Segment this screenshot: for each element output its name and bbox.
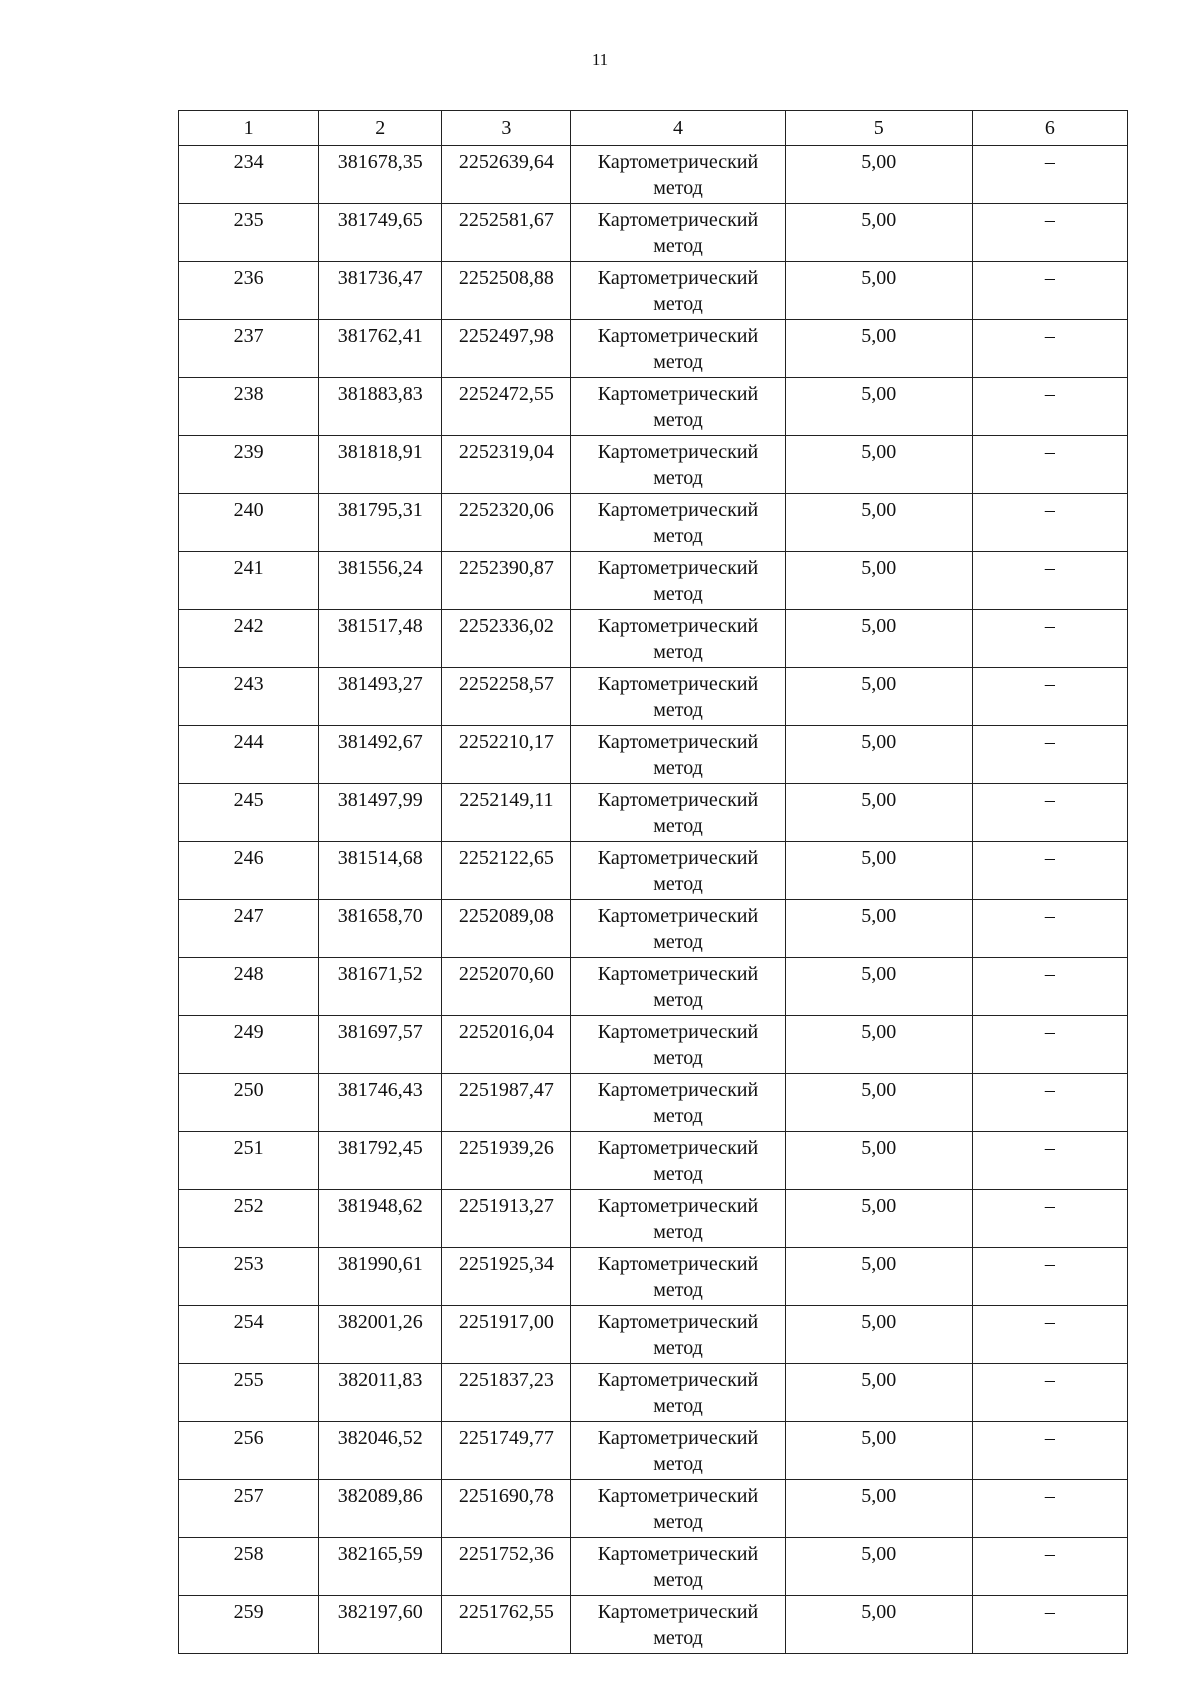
point-number-cell: 257 (179, 1480, 319, 1538)
table-row (179, 204, 1128, 262)
point-number-cell: 247 (179, 900, 319, 958)
accuracy-cell: 5,00 (785, 1306, 972, 1364)
table-row (179, 842, 1128, 900)
accuracy-cell: 5,00 (785, 552, 972, 610)
x-coordinate-cell: 381658,70 (319, 900, 442, 958)
x-coordinate-cell: 381792,45 (319, 1132, 442, 1190)
x-coordinate-cell: 382165,59 (319, 1538, 442, 1596)
method-line-1: Картометрический (597, 615, 759, 637)
method-cell (571, 204, 785, 262)
accuracy-cell: 5,00 (785, 842, 972, 900)
method-line-2: метод (653, 757, 703, 779)
y-coordinate-cell: 2252390,87 (442, 552, 571, 610)
accuracy-cell: 5,00 (785, 784, 972, 842)
y-coordinate-cell: 2252581,67 (442, 204, 571, 262)
method-cell (571, 320, 785, 378)
x-coordinate-cell: 382011,83 (319, 1364, 442, 1422)
method-line-1: Картометрический (597, 731, 759, 753)
table-row (179, 784, 1128, 842)
note-cell: – (972, 1190, 1127, 1248)
accuracy-cell: 5,00 (785, 958, 972, 1016)
method-line-2: метод (653, 467, 703, 489)
accuracy-cell: 5,00 (785, 1596, 972, 1654)
method-line-1: Картометрический (597, 151, 759, 173)
x-coordinate-cell: 381818,91 (319, 436, 442, 494)
method-line-2: метод (653, 1395, 703, 1417)
note-cell: – (972, 1596, 1127, 1654)
note-cell: – (972, 900, 1127, 958)
method-line-2: метод (653, 931, 703, 953)
y-coordinate-cell: 2252258,57 (442, 668, 571, 726)
method-line-2: метод (653, 1337, 703, 1359)
note-cell: – (972, 146, 1127, 204)
y-coordinate-cell: 2251987,47 (442, 1074, 571, 1132)
method-line-1: Картометрический (597, 1601, 759, 1623)
column-header-2: 2 (319, 111, 442, 146)
method-line-1: Картометрический (597, 1369, 759, 1391)
method-cell (571, 610, 785, 668)
column-header-6: 6 (972, 111, 1127, 146)
method-line-2: метод (653, 1511, 703, 1533)
method-cell (571, 784, 785, 842)
method-line-2: метод (653, 641, 703, 663)
note-cell: – (972, 262, 1127, 320)
y-coordinate-cell: 2252122,65 (442, 842, 571, 900)
point-number-cell: 246 (179, 842, 319, 900)
table-header-row (179, 111, 1128, 146)
method-line-2: метод (653, 351, 703, 373)
method-line-2: метод (653, 1047, 703, 1069)
table-row (179, 610, 1128, 668)
point-number-cell: 256 (179, 1422, 319, 1480)
x-coordinate-cell: 382046,52 (319, 1422, 442, 1480)
table-row (179, 958, 1128, 1016)
y-coordinate-cell: 2251762,55 (442, 1596, 571, 1654)
table-row (179, 320, 1128, 378)
point-number-cell: 250 (179, 1074, 319, 1132)
column-header-1: 1 (179, 111, 319, 146)
method-line-2: метод (653, 1453, 703, 1475)
y-coordinate-cell: 2252639,64 (442, 146, 571, 204)
coordinates-table (178, 110, 1128, 1654)
y-coordinate-cell: 2252089,08 (442, 900, 571, 958)
table-row (179, 1596, 1128, 1654)
accuracy-cell: 5,00 (785, 262, 972, 320)
point-number-cell: 248 (179, 958, 319, 1016)
point-number-cell: 235 (179, 204, 319, 262)
accuracy-cell: 5,00 (785, 494, 972, 552)
x-coordinate-cell: 381514,68 (319, 842, 442, 900)
point-number-cell: 259 (179, 1596, 319, 1654)
note-cell: – (972, 1422, 1127, 1480)
point-number-cell: 241 (179, 552, 319, 610)
method-line-1: Картометрический (597, 1543, 759, 1565)
method-line-1: Картометрический (597, 383, 759, 405)
method-line-2: метод (653, 583, 703, 605)
page-number: 11 (591, 50, 609, 69)
method-cell (571, 1306, 785, 1364)
note-cell: – (972, 842, 1127, 900)
x-coordinate-cell: 381746,43 (319, 1074, 442, 1132)
x-coordinate-cell: 381697,57 (319, 1016, 442, 1074)
point-number-cell: 238 (179, 378, 319, 436)
note-cell: – (972, 1538, 1127, 1596)
table-row (179, 378, 1128, 436)
table-row (179, 1422, 1128, 1480)
method-line-2: метод (653, 409, 703, 431)
method-cell (571, 726, 785, 784)
note-cell: – (972, 1306, 1127, 1364)
table-row (179, 1538, 1128, 1596)
note-cell: – (972, 1364, 1127, 1422)
point-number-cell: 255 (179, 1364, 319, 1422)
method-cell (571, 494, 785, 552)
note-cell: – (972, 1248, 1127, 1306)
method-cell (571, 1074, 785, 1132)
column-header-5: 5 (785, 111, 972, 146)
x-coordinate-cell: 381990,61 (319, 1248, 442, 1306)
table-row (179, 146, 1128, 204)
method-cell (571, 842, 785, 900)
method-cell (571, 1190, 785, 1248)
accuracy-cell: 5,00 (785, 146, 972, 204)
y-coordinate-cell: 2252149,11 (442, 784, 571, 842)
method-line-2: метод (653, 525, 703, 547)
method-cell (571, 1422, 785, 1480)
column-header-3: 3 (442, 111, 571, 146)
x-coordinate-cell: 381556,24 (319, 552, 442, 610)
y-coordinate-cell: 2252210,17 (442, 726, 571, 784)
method-cell (571, 378, 785, 436)
method-cell (571, 900, 785, 958)
x-coordinate-cell: 381749,65 (319, 204, 442, 262)
y-coordinate-cell: 2251925,34 (442, 1248, 571, 1306)
y-coordinate-cell: 2251913,27 (442, 1190, 571, 1248)
y-coordinate-cell: 2251837,23 (442, 1364, 571, 1422)
point-number-cell: 244 (179, 726, 319, 784)
point-number-cell: 254 (179, 1306, 319, 1364)
note-cell: – (972, 1132, 1127, 1190)
method-line-2: метод (653, 1163, 703, 1185)
accuracy-cell: 5,00 (785, 1016, 972, 1074)
method-line-2: метод (653, 699, 703, 721)
table-row (179, 1132, 1128, 1190)
accuracy-cell: 5,00 (785, 726, 972, 784)
note-cell: – (972, 320, 1127, 378)
note-cell: – (972, 552, 1127, 610)
method-cell (571, 1538, 785, 1596)
y-coordinate-cell: 2252016,04 (442, 1016, 571, 1074)
table-row (179, 262, 1128, 320)
y-coordinate-cell: 2252472,55 (442, 378, 571, 436)
note-cell: – (972, 610, 1127, 668)
method-line-1: Картометрический (597, 1195, 759, 1217)
method-line-1: Картометрический (597, 325, 759, 347)
y-coordinate-cell: 2252320,06 (442, 494, 571, 552)
table-row (179, 900, 1128, 958)
accuracy-cell: 5,00 (785, 610, 972, 668)
method-line-1: Картометрический (597, 1311, 759, 1333)
method-cell (571, 1480, 785, 1538)
method-line-2: метод (653, 293, 703, 315)
method-cell (571, 1364, 785, 1422)
accuracy-cell: 5,00 (785, 1248, 972, 1306)
method-cell (571, 1248, 785, 1306)
x-coordinate-cell: 381736,47 (319, 262, 442, 320)
column-header-4: 4 (571, 111, 785, 146)
method-line-2: метод (653, 1221, 703, 1243)
note-cell: – (972, 1074, 1127, 1132)
note-cell: – (972, 204, 1127, 262)
method-cell (571, 552, 785, 610)
table-row (179, 1306, 1128, 1364)
x-coordinate-cell: 381795,31 (319, 494, 442, 552)
point-number-cell: 249 (179, 1016, 319, 1074)
method-line-1: Картометрический (597, 1079, 759, 1101)
point-number-cell: 258 (179, 1538, 319, 1596)
method-line-1: Картометрический (597, 1021, 759, 1043)
method-cell (571, 1596, 785, 1654)
accuracy-cell: 5,00 (785, 378, 972, 436)
method-line-2: метод (653, 989, 703, 1011)
note-cell: – (972, 726, 1127, 784)
accuracy-cell: 5,00 (785, 668, 972, 726)
method-line-1: Картометрический (597, 1137, 759, 1159)
table-row (179, 1190, 1128, 1248)
x-coordinate-cell: 382089,86 (319, 1480, 442, 1538)
accuracy-cell: 5,00 (785, 1190, 972, 1248)
x-coordinate-cell: 381671,52 (319, 958, 442, 1016)
y-coordinate-cell: 2252497,98 (442, 320, 571, 378)
method-cell (571, 1016, 785, 1074)
table-row (179, 1016, 1128, 1074)
y-coordinate-cell: 2252070,60 (442, 958, 571, 1016)
y-coordinate-cell: 2251917,00 (442, 1306, 571, 1364)
note-cell: – (972, 784, 1127, 842)
method-line-2: метод (653, 235, 703, 257)
x-coordinate-cell: 381517,48 (319, 610, 442, 668)
table-row (179, 668, 1128, 726)
note-cell: – (972, 958, 1127, 1016)
point-number-cell: 245 (179, 784, 319, 842)
y-coordinate-cell: 2251749,77 (442, 1422, 571, 1480)
table-body (179, 146, 1128, 1654)
method-line-2: метод (653, 1105, 703, 1127)
table-row (179, 726, 1128, 784)
accuracy-cell: 5,00 (785, 900, 972, 958)
method-cell (571, 668, 785, 726)
method-line-1: Картометрический (597, 557, 759, 579)
point-number-cell: 240 (179, 494, 319, 552)
method-line-2: метод (653, 873, 703, 895)
point-number-cell: 243 (179, 668, 319, 726)
accuracy-cell: 5,00 (785, 1422, 972, 1480)
method-line-1: Картометрический (597, 441, 759, 463)
note-cell: – (972, 494, 1127, 552)
y-coordinate-cell: 2251752,36 (442, 1538, 571, 1596)
table-row (179, 552, 1128, 610)
method-line-2: метод (653, 1627, 703, 1649)
table-row (179, 1248, 1128, 1306)
point-number-cell: 252 (179, 1190, 319, 1248)
note-cell: – (972, 1016, 1127, 1074)
point-number-cell: 251 (179, 1132, 319, 1190)
x-coordinate-cell: 382197,60 (319, 1596, 442, 1654)
accuracy-cell: 5,00 (785, 204, 972, 262)
y-coordinate-cell: 2251690,78 (442, 1480, 571, 1538)
method-line-1: Картометрический (597, 1485, 759, 1507)
x-coordinate-cell: 381883,83 (319, 378, 442, 436)
method-cell (571, 958, 785, 1016)
point-number-cell: 237 (179, 320, 319, 378)
note-cell: – (972, 378, 1127, 436)
x-coordinate-cell: 381678,35 (319, 146, 442, 204)
point-number-cell: 253 (179, 1248, 319, 1306)
x-coordinate-cell: 381762,41 (319, 320, 442, 378)
method-line-1: Картометрический (597, 1253, 759, 1275)
x-coordinate-cell: 381948,62 (319, 1190, 442, 1248)
method-cell (571, 262, 785, 320)
method-line-1: Картометрический (597, 789, 759, 811)
table-row (179, 1480, 1128, 1538)
method-line-2: метод (653, 815, 703, 837)
method-cell (571, 1132, 785, 1190)
accuracy-cell: 5,00 (785, 320, 972, 378)
method-cell (571, 146, 785, 204)
method-line-1: Картометрический (597, 499, 759, 521)
y-coordinate-cell: 2251939,26 (442, 1132, 571, 1190)
table-row (179, 436, 1128, 494)
accuracy-cell: 5,00 (785, 1538, 972, 1596)
method-line-2: метод (653, 177, 703, 199)
note-cell: – (972, 668, 1127, 726)
method-line-2: метод (653, 1569, 703, 1591)
x-coordinate-cell: 382001,26 (319, 1306, 442, 1364)
method-line-1: Картометрический (597, 673, 759, 695)
method-line-1: Картометрический (597, 1427, 759, 1449)
point-number-cell: 234 (179, 146, 319, 204)
accuracy-cell: 5,00 (785, 1132, 972, 1190)
table-row (179, 1074, 1128, 1132)
method-line-2: метод (653, 1279, 703, 1301)
point-number-cell: 242 (179, 610, 319, 668)
accuracy-cell: 5,00 (785, 1364, 972, 1422)
accuracy-cell: 5,00 (785, 1074, 972, 1132)
point-number-cell: 239 (179, 436, 319, 494)
table-row (179, 494, 1128, 552)
point-number-cell: 236 (179, 262, 319, 320)
method-line-1: Картометрический (597, 267, 759, 289)
note-cell: – (972, 436, 1127, 494)
method-line-1: Картометрический (597, 847, 759, 869)
x-coordinate-cell: 381492,67 (319, 726, 442, 784)
y-coordinate-cell: 2252336,02 (442, 610, 571, 668)
accuracy-cell: 5,00 (785, 436, 972, 494)
method-line-1: Картометрический (597, 209, 759, 231)
y-coordinate-cell: 2252508,88 (442, 262, 571, 320)
note-cell: – (972, 1480, 1127, 1538)
x-coordinate-cell: 381493,27 (319, 668, 442, 726)
y-coordinate-cell: 2252319,04 (442, 436, 571, 494)
table-row (179, 1364, 1128, 1422)
method-line-1: Картометрический (597, 905, 759, 927)
x-coordinate-cell: 381497,99 (319, 784, 442, 842)
method-cell (571, 436, 785, 494)
method-line-1: Картометрический (597, 963, 759, 985)
accuracy-cell: 5,00 (785, 1480, 972, 1538)
